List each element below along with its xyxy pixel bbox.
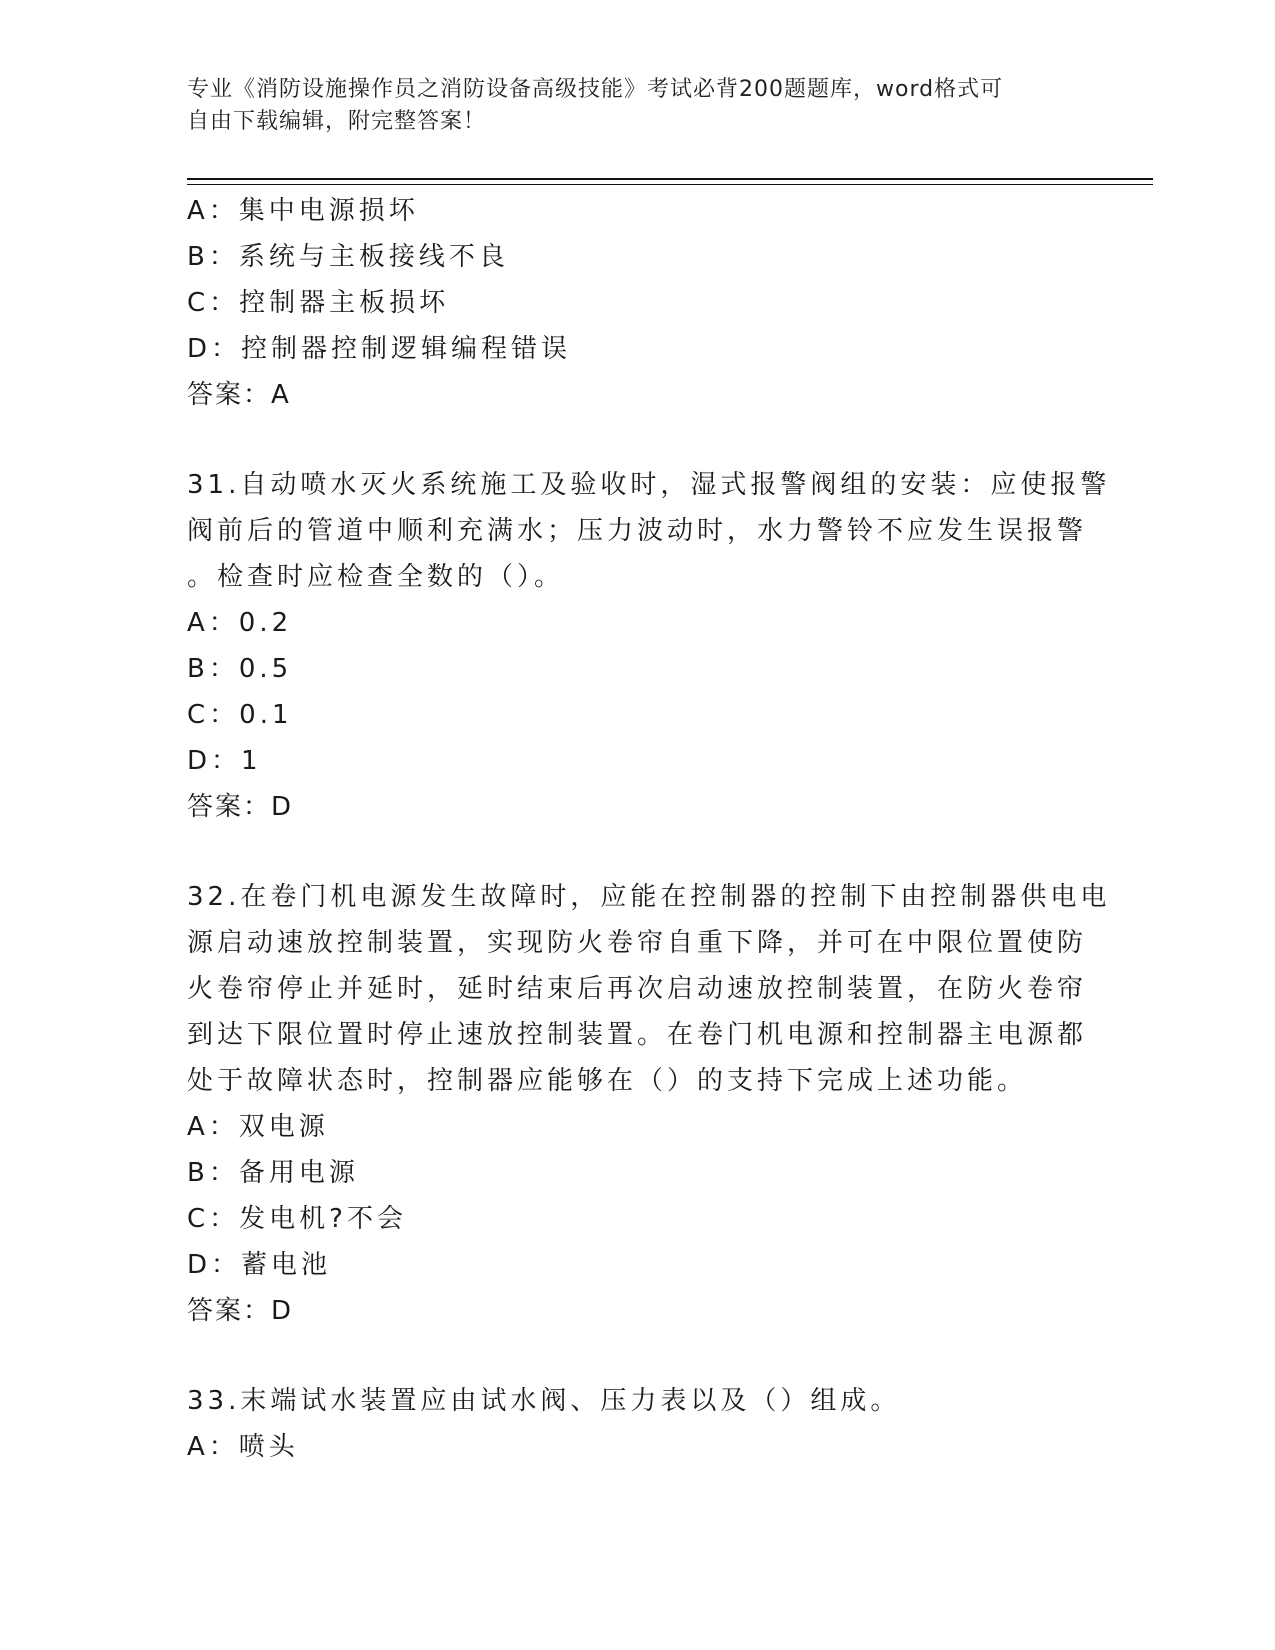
question-31 <box>187 462 1111 830</box>
question-stem-line: 处于故障状态时，控制器应能够在（）的支持下完成上述功能。 <box>187 1066 1028 1096</box>
answer: 答案：D <box>187 792 294 822</box>
answer: 答案：D <box>187 1296 294 1326</box>
question-stem-line: 阀前后的管道中顺利充满水；压力波动时，水力警铃不应发生误报警 <box>187 516 1088 546</box>
question-stem-line: 31.自动喷水灭火系统施工及验收时，湿式报警阀组的安装：应使报警 <box>187 470 1111 500</box>
question-stem-line: 火卷帘停止并延时，延时结束后再次启动速放控制装置，在防火卷帘 <box>187 974 1088 1004</box>
option-b: B：系统与主板接线不良 <box>187 242 509 272</box>
header-divider-thick <box>187 178 1153 180</box>
document-header <box>187 74 1067 138</box>
option-c: C：控制器主板损坏 <box>187 288 450 318</box>
question-stem-line: 33.末端试水装置应由试水阀、压力表以及（）组成。 <box>187 1386 901 1416</box>
header-line-1: 专业《消防设施操作员之消防设备高级技能》考试必背200题题库，word格式可 <box>187 77 1004 102</box>
option-c: C：0.1 <box>187 700 293 730</box>
option-b: B：备用电源 <box>187 1158 359 1188</box>
option-a: A：双电源 <box>187 1112 329 1142</box>
question-32 <box>187 874 1111 1334</box>
question-33 <box>187 1378 1087 1470</box>
question-stem-line: 源启动速放控制装置，实现防火卷帘自重下降，并可在中限位置使防 <box>187 928 1088 958</box>
option-d: D：控制器控制逻辑编程错误 <box>187 334 572 364</box>
option-a: A：0.2 <box>187 608 293 638</box>
answer: 答案：A <box>187 380 291 410</box>
option-d: D：1 <box>187 746 262 776</box>
question-stem-line: 到达下限位置时停止速放控制装置。在卷门机电源和控制器主电源都 <box>187 1020 1088 1050</box>
option-a: A：集中电源损坏 <box>187 196 419 226</box>
header-divider-thin <box>187 184 1153 185</box>
question-stem-line: 。检查时应检查全数的（）。 <box>187 562 565 592</box>
option-c: C：发电机?不会 <box>187 1204 407 1234</box>
question-30 <box>187 188 1087 418</box>
option-b: B：0.5 <box>187 654 293 684</box>
question-list <box>187 188 1111 1470</box>
header-line-2: 自由下载编辑，附完整答案！ <box>187 109 487 134</box>
option-d: D：蓄电池 <box>187 1250 332 1280</box>
question-stem-line: 32.在卷门机电源发生故障时，应能在控制器的控制下由控制器供电电 <box>187 882 1111 912</box>
option-a: A：喷头 <box>187 1432 299 1462</box>
